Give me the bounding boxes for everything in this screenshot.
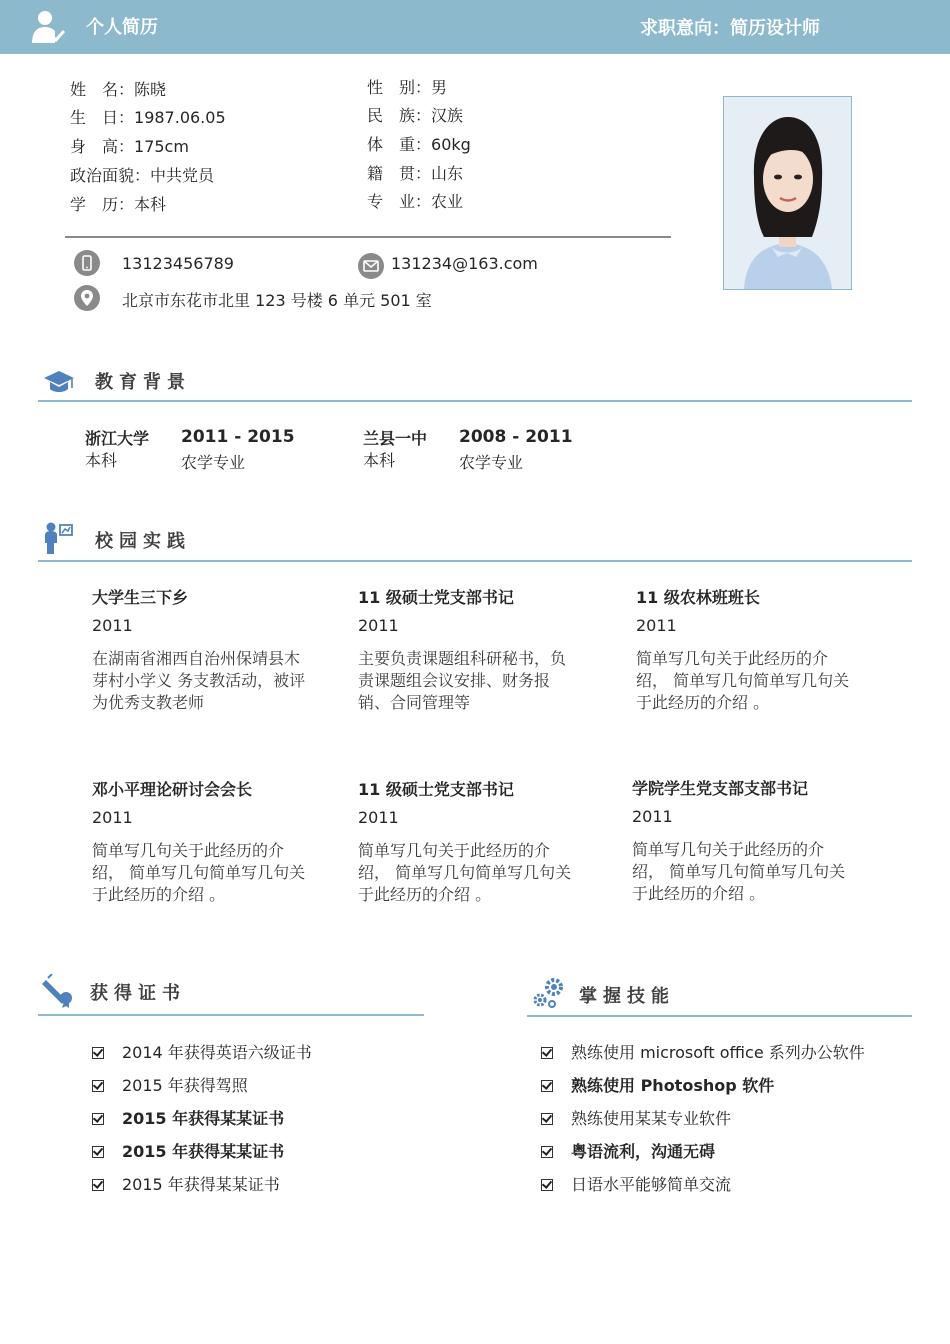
practice-desc-4: 简单写几句关于此经历的介绍， 简单写几句简单写几句关于此经历的介绍 。 (92, 841, 306, 904)
practice-year-2: 2011 (358, 616, 399, 635)
edu-major-2: 农学专业 (459, 453, 524, 472)
practice-title-3: 11 级农林班班长 (636, 588, 760, 607)
diploma-icon (42, 974, 76, 1008)
checkbox-icon (541, 1080, 553, 1092)
certificate-item: 2015 年获得驾照 (92, 1073, 248, 1096)
checkbox-icon (92, 1080, 104, 1092)
practice-year-1: 2011 (92, 616, 133, 635)
info-education: 学 历：本科 (70, 195, 167, 214)
info-gender: 性 别：男 (367, 78, 448, 97)
skill-item: 熟练使用 Photoshop 软件 (541, 1073, 774, 1096)
practice-desc-3: 简单写几句关于此经历的介绍， 简单写几句简单写几句关于此经历的介绍 。 (636, 649, 850, 712)
address: 北京市东花市北里 123 号楼 6 单元 501 室 (122, 291, 432, 310)
gears-icon (530, 975, 566, 1009)
skill-item: 熟练使用 microsoft office 系列办公软件 (541, 1040, 865, 1063)
user-check-icon (30, 9, 68, 45)
checkbox-icon (92, 1146, 104, 1158)
practice-year-4: 2011 (92, 808, 133, 827)
certificate-item: 2015 年获得某某证书 (92, 1106, 284, 1129)
checkbox-icon (92, 1047, 104, 1059)
info-weight: 体 重：60kg (367, 135, 471, 154)
checkbox-icon (92, 1179, 104, 1191)
phone-number: 13123456789 (122, 254, 234, 273)
edu-degree-2: 本科 (363, 451, 396, 470)
checkbox-icon (92, 1113, 104, 1125)
skill-item: 粤语流利，沟通无碍 (541, 1139, 715, 1162)
education-divider (38, 400, 912, 402)
practice-title-2: 11 级硕士党支部书记 (358, 588, 514, 607)
practice-year-5: 2011 (358, 808, 399, 827)
checkbox-icon (541, 1113, 553, 1125)
practice-title-5: 11 级硕士党支部书记 (358, 780, 514, 799)
certificates-title: 获得证书 (90, 983, 186, 1004)
graduation-cap-icon (42, 368, 76, 396)
edu-major-1: 农学专业 (181, 453, 246, 472)
practice-title-4: 邓小平理论研讨会会长 (92, 780, 253, 799)
divider (65, 236, 671, 238)
education-title: 教育背景 (95, 372, 191, 393)
info-name: 姓 名：陈晓 (70, 80, 167, 99)
practice-desc-5: 简单写几句关于此经历的介绍， 简单写几句简单写几句关于此经历的介绍 。 (358, 841, 572, 904)
info-major: 专 业：农业 (367, 192, 464, 211)
checkbox-icon (541, 1146, 553, 1158)
practice-year-6: 2011 (632, 807, 673, 826)
skill-item: 熟练使用某某专业软件 (541, 1106, 731, 1129)
info-height: 身 高：175cm (70, 137, 189, 156)
skills-divider (527, 1015, 912, 1017)
presenter-icon (42, 521, 74, 555)
checkbox-icon (541, 1179, 553, 1191)
edu-years-2: 2008 - 2011 (459, 427, 573, 447)
header-bar (0, 0, 950, 54)
email-address: 131234@163.com (391, 254, 538, 273)
certificate-item: 2015 年获得某某证书 (92, 1172, 280, 1195)
edu-degree-1: 本科 (85, 451, 118, 470)
info-ethnicity: 民 族：汉族 (367, 106, 464, 125)
profile-photo (723, 96, 852, 290)
practice-desc-1: 在湖南省湘西自治州保靖县木芽村小学义 务支教活动，被评为优秀支教老师 (92, 649, 306, 712)
info-birthday: 生 日：1987.06.05 (70, 108, 226, 127)
edu-school-2: 兰县一中 (363, 429, 428, 448)
practice-desc-6: 简单写几句关于此经历的介绍， 简单写几句简单写几句关于此经历的介绍 。 (632, 840, 846, 903)
practice-desc-2: 主要负责课题组科研秘书，负责课题组会议安排、财务报销、合同管理等 (358, 649, 567, 712)
practice-year-3: 2011 (636, 616, 677, 635)
info-hometown: 籍 贯：山东 (367, 164, 464, 183)
edu-years-1: 2011 - 2015 (181, 427, 295, 447)
location-icon (74, 285, 100, 311)
practice-divider (38, 560, 912, 562)
checkbox-icon (541, 1047, 553, 1059)
skills-title: 掌握技能 (579, 986, 675, 1007)
skill-item: 日语水平能够简单交流 (541, 1172, 731, 1195)
edu-school-1: 浙江大学 (85, 429, 150, 448)
certificate-item: 2014 年获得英语六级证书 (92, 1040, 312, 1063)
practice-title: 校园实践 (95, 531, 191, 552)
certificates-divider (38, 1014, 424, 1016)
job-intent: 求职意向：简历设计师 (640, 18, 820, 39)
certificate-item: 2015 年获得某某证书 (92, 1139, 284, 1162)
page-title: 个人简历 (86, 17, 158, 38)
info-politics: 政治面貌：中共党员 (70, 166, 215, 185)
phone-icon (74, 250, 100, 276)
email-icon (358, 253, 384, 279)
practice-title-6: 学院学生党支部支部书记 (632, 779, 809, 798)
practice-title-1: 大学生三下乡 (92, 588, 189, 607)
